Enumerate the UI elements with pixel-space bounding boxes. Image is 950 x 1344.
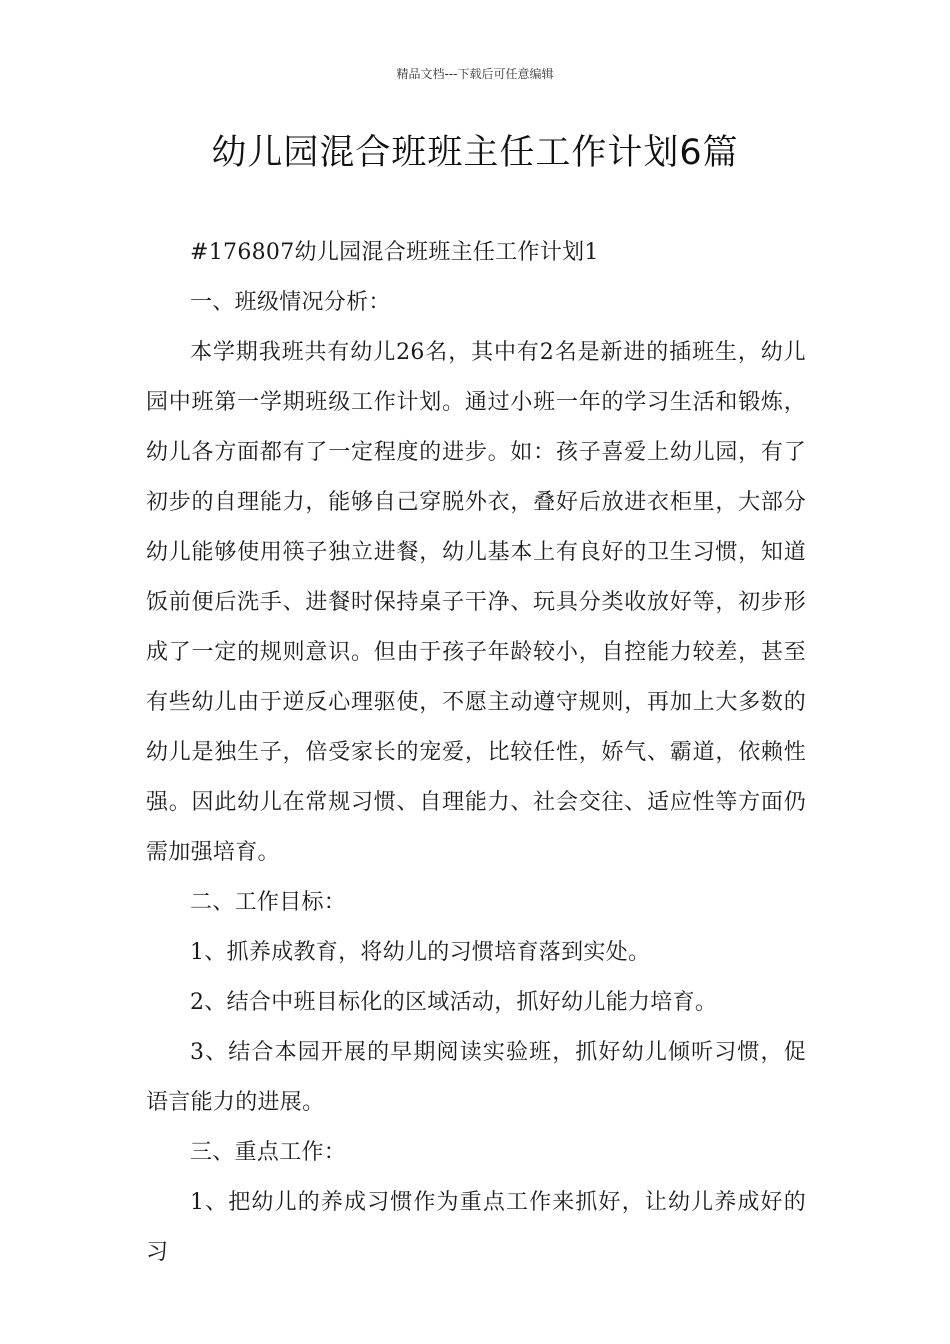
goal-item-1: 1、抓养成教育，将幼儿的习惯培育落到实处。 xyxy=(190,940,651,965)
document-title: 幼儿园混合班班主任工作计划6篇 xyxy=(211,133,739,173)
header-note: 精品文档---下载后可任意编辑 xyxy=(396,67,554,81)
goal-item-3: 3、结合本园开展的早期阅读实验班，抓好幼儿倾听习惯，促语言能力的进展。 xyxy=(146,1040,806,1115)
key-work-item-1: 1、把幼儿的养成习惯作为重点工作来抓好，让幼儿养成好的习 xyxy=(146,1190,806,1265)
section-heading-key-work: 三、重点工作： xyxy=(190,1140,347,1165)
section-heading-class-analysis: 一、班级情况分析： xyxy=(190,290,391,315)
document-body xyxy=(146,228,806,1278)
paragraph-class-analysis: 本学期我班共有幼儿26名，其中有2名是新进的插班生，幼儿园中班第一学期班级工作计划。通过小班一年的学习生活和锻炼，幼儿各方面都有了一定程度的进步。如：孩子喜爱上幼儿园，有了初步的自理能力，能够自己穿脱外衣，叠好后放进衣柜里，大部分幼儿能够使用筷子独立进餐，幼儿基本上有良好的卫生习惯，知道饭前便后洗手、进餐时保持桌子干净、玩具分类收放好等，初步形成了一定的规则意识。但由于孩子年龄较小，自控能力较差，甚至有些幼儿由于逆反心理驱使，不愿主动遵守规则，再加上大多数的幼儿是独生子，倍受家长的宠爱，比较任性，娇气、霸道，依赖性强。因此幼儿在常规习惯、自理能力、社会交往、适应性等方面仍需加强培育。 xyxy=(146,340,806,865)
goal-item-2: 2、结合中班目标化的区域活动，抓好幼儿能力培育。 xyxy=(190,990,718,1015)
plan-heading: #176807幼儿园混合班班主任工作计划1 xyxy=(190,240,599,265)
section-heading-work-goals: 二、工作目标： xyxy=(190,890,347,915)
